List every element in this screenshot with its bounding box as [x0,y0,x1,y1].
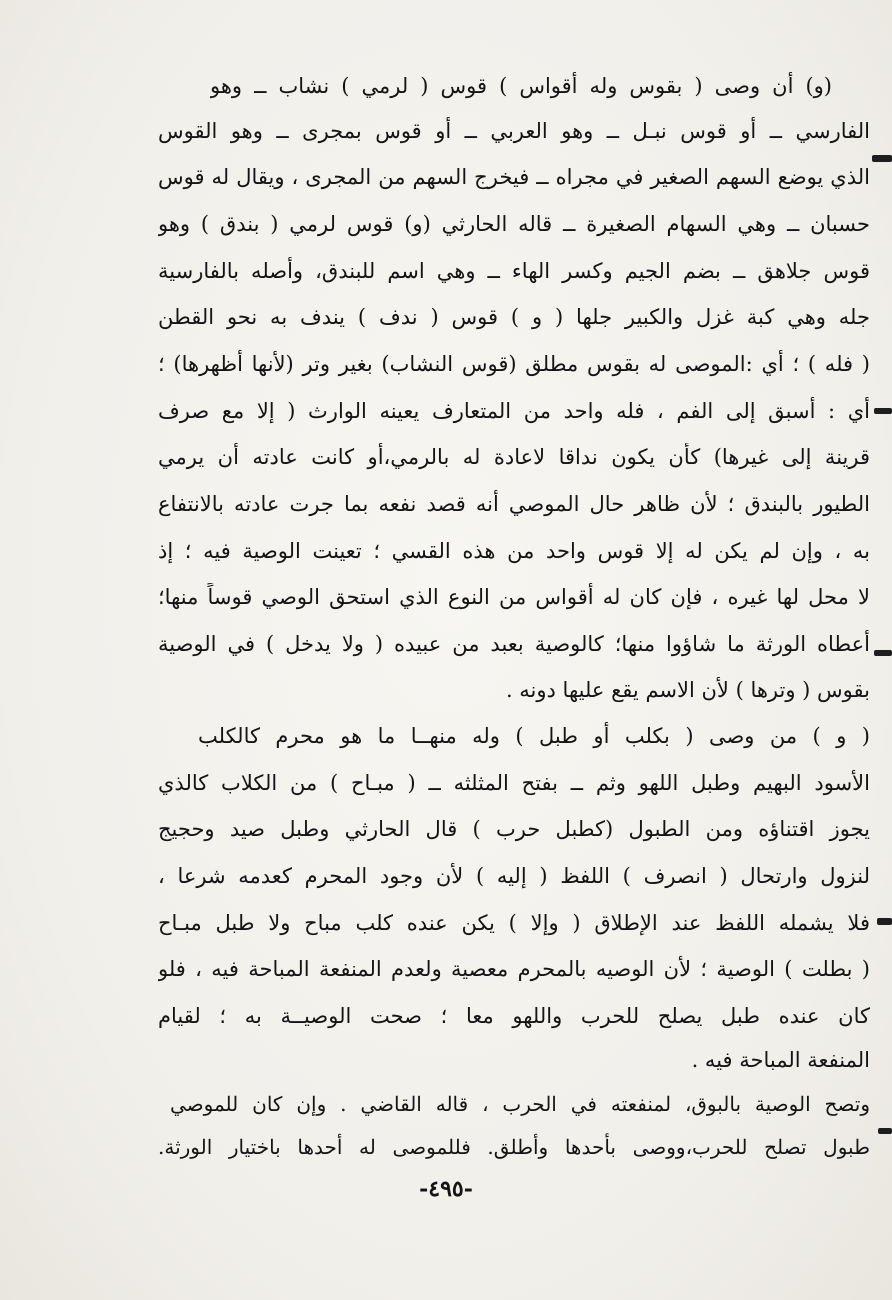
text-line: به ، وإن لم يكن له إلا قوس واحد من هذه القسي ؛ تعينت الوصية فيه ؛ إذ [158,539,870,563]
text-line: طبول تصلح للحرب،ووصى بأحدها وأطلق. فللموصى له أحدها باختيار الورثة. [158,1135,870,1159]
margin-mark [877,918,892,925]
text-line: جله وهي كبة غزل والكبير جلها ( و ) قوس ( ندف ) يندف به نحو القطن [158,305,870,329]
page-number: -٤٩٥- [419,1176,473,1202]
text-line: قرينة إلى غيرها) كأن يكون نداقا لاعادة له بالرمي،أو كانت عادته أن يرمي [158,445,870,469]
text-line: لنزول وارتحال ( انصرف ) اللفظ ( إليه ) لأن وجود المحرم كعدمه شرعا ، [158,864,870,888]
text-line: ( و ) من وصى ( بكلب أو طبل ) وله منهــا ما هو محرم كالكلب [198,724,870,748]
text-line: حسبان ــ وهي السهام الصغيرة ــ قاله الحارثي (و) قوس لرمي ( بندق ) وهو [158,212,870,236]
margin-mark [872,155,892,162]
text-line: (و) أن وصى ( بقوس وله أقواس ) قوس ( لرمي ) نشاب ــ وهو [210,74,832,98]
text-line: كان عنده طبل يصلح للحرب واللهو معا ؛ صحت الوصيــة به ؛ لقيام [158,1004,870,1028]
text-line: أعطاه الورثة ما شاؤوا منها؛ كالوصية بعبد من عبيده ( ولا يدخل ) في الوصية [158,632,870,656]
text-line: أي : أسبق إلى الفم ، فله واحد من المتعارف يعينه الوارث ( إلا مع صرف [158,399,870,423]
text-line: فلا يشمله اللفظ عند الإطلاق ( وإلا ) يكن عنده كلب مباح ولا طبل مبـاح [158,911,870,935]
text-line: الطيور بالبندق ؛ لأن ظاهر حال الموصي أنه قصد نفعه بما جرت عادته بالانتفاع [158,492,870,516]
margin-mark [874,650,892,656]
text-line: الأسود البهيم وطبل اللهو وثم ــ بفتح المثلثه ــ ( مبـاح ) من الكلاب كالذي [158,771,870,795]
text-line: المنفعة المباحة فيه . [691,1048,870,1072]
text-line: الذي يوضع السهم الصغير في مجراه ــ فيخرج السهم من المجرى ، ويقال له قوس [158,165,870,189]
margin-mark [878,1128,892,1134]
text-line: ( بطلت ) الوصية ؛ لأن الوصيه بالمحرم معصية ولعدم المنفعة المباحة فيه ، فلو [158,957,870,981]
text-line: الفارسي ــ أو قوس نبـل ــ وهو العربي ــ أو قوس بمجرى ــ وهو القوس [158,119,870,143]
margin-mark [874,408,892,414]
text-line: ( فله ) ؛ أي :الموصى له بقوس مطلق (قوس النشاب) بغير وتر (لأنها أظهرها) ؛ [158,352,870,376]
text-line: بقوس ( وترها ) لأن الاسم يقع عليها دونه . [505,678,870,702]
text-line: وتصح الوصية بالبوق، لمنفعته في الحرب ، قاله القاضي . وإن كان للموصي [170,1092,870,1116]
text-line: لا محل لها غيره ، فإن كان له أقواس من النوع الذي استحق الوصي قوساً منها؛ [158,585,870,609]
text-line: قوس جلاهق ــ بضم الجيم وكسر الهاء ــ وهي اسم للبندق، وأصله بالفارسية [158,259,870,283]
text-line: يجوز اقتناؤه ومن الطبول (كطبل حرب ) قال الحارثي وطبل صيد وحجيج [158,817,870,841]
